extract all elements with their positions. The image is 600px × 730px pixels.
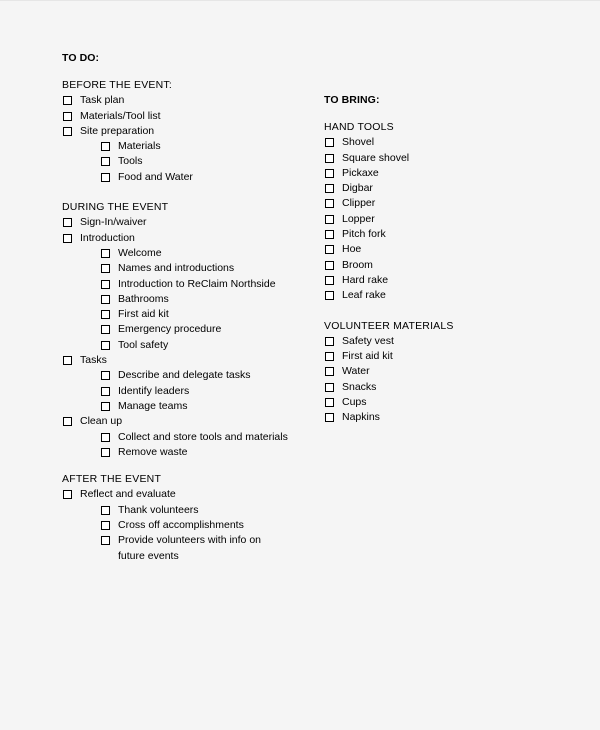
checklist-subitem[interactable]: Thank volunteers [62,503,312,518]
checklist-subitem[interactable]: Provide volunteers with info on future events [62,533,300,564]
checklist-subitem[interactable]: Welcome [62,246,312,261]
checklist-item[interactable]: Site preparation [62,124,312,139]
checkbox[interactable] [101,325,110,334]
checklist-item[interactable]: Pitch fork [324,227,564,242]
checklist-item[interactable]: Cups [324,395,564,410]
checklist-subitem[interactable]: Names and introductions [62,261,312,276]
checklist-subitem[interactable]: Food and Water [62,170,312,185]
checkbox[interactable] [63,127,72,136]
checklist-item[interactable]: Introduction [62,231,312,246]
checklist-item[interactable]: First aid kit [324,349,564,364]
checklist-item[interactable]: Digbar [324,181,564,196]
after-event-heading: AFTER THE EVENT [62,473,162,486]
checkbox[interactable] [101,142,110,151]
checklist-item[interactable]: Lopper [324,212,564,227]
checkbox[interactable] [101,433,110,442]
checkbox[interactable] [63,96,72,105]
checklist-item[interactable]: Napkins [324,410,564,425]
checklist-item[interactable]: Sign-In/waiver [62,215,312,230]
checklist-item[interactable]: Reflect and evaluate [62,487,312,502]
checkbox[interactable] [101,341,110,350]
checkbox[interactable] [325,215,334,224]
before-event-heading: BEFORE THE EVENT: [62,79,172,91]
checkbox[interactable] [325,245,334,254]
checkbox[interactable] [101,387,110,396]
checkbox[interactable] [325,199,334,208]
checklist-subitem[interactable]: Tool safety [62,338,312,353]
checkbox[interactable] [325,154,334,163]
checkbox[interactable] [325,398,334,407]
todo-title: TO DO: [62,52,100,64]
checkbox[interactable] [101,173,110,182]
checklist-subitem[interactable]: Collect and store tools and materials [62,430,312,445]
checkbox[interactable] [101,249,110,258]
checkbox[interactable] [325,261,334,270]
checklist-subitem[interactable]: Introduction to ReClaim Northside [62,277,312,292]
checklist-item[interactable]: Leaf rake [324,288,564,303]
checklist-subitem[interactable]: Remove waste [62,445,312,460]
checkbox[interactable] [101,310,110,319]
checkbox[interactable] [101,402,110,411]
todo-column [62,51,312,564]
checklist-subitem[interactable]: Emergency procedure [62,322,312,337]
checklist-item[interactable]: Pickaxe [324,166,564,181]
checklist-subitem[interactable]: Cross off accomplishments [62,518,312,533]
checklist-item[interactable]: Hard rake [324,273,564,288]
checklist-item[interactable]: Clipper [324,196,564,211]
checklist-item[interactable]: Task plan [62,93,312,108]
checklist-item[interactable]: Square shovel [324,151,564,166]
checkbox[interactable] [63,112,72,121]
checkbox[interactable] [63,490,72,499]
checklist-item[interactable]: Shovel [324,135,564,150]
checkbox[interactable] [63,356,72,365]
checkbox[interactable] [101,264,110,273]
checklist-item[interactable]: Hoe [324,242,564,257]
checkbox[interactable] [101,521,110,530]
checkbox[interactable] [325,138,334,147]
checklist-item[interactable]: Tasks [62,353,312,368]
checklist-item[interactable]: Broom [324,258,564,273]
checklist-item[interactable]: Water [324,364,564,379]
checklist-subitem[interactable]: Identify leaders [62,384,312,399]
checkbox[interactable] [325,184,334,193]
checkbox[interactable] [325,291,334,300]
checkbox[interactable] [101,448,110,457]
checklist-subitem[interactable]: Bathrooms [62,292,312,307]
checkbox[interactable] [325,276,334,285]
checklist-item[interactable]: Safety vest [324,334,564,349]
checklist-subitem[interactable]: First aid kit [62,307,312,322]
hand-tools-heading: HAND TOOLS [324,121,394,133]
checkbox[interactable] [325,337,334,346]
checkbox[interactable] [325,413,334,422]
checkbox[interactable] [63,234,72,243]
checklist-subitem[interactable]: Describe and delegate tasks [62,368,312,383]
bring-title: TO BRING: [324,94,380,106]
checkbox[interactable] [325,230,334,239]
checkbox[interactable] [101,295,110,304]
checklist-subitem[interactable]: Manage teams [62,399,312,414]
checkbox[interactable] [325,169,334,178]
checklist-item[interactable]: Materials/Tool list [62,109,312,124]
during-event-heading: DURING THE EVENT [62,201,169,214]
checkbox[interactable] [63,218,72,227]
checklist-item[interactable]: Snacks [324,380,564,395]
checkbox[interactable] [325,367,334,376]
volunteer-materials-heading: VOLUNTEER MATERIALS [324,319,454,332]
bring-column [324,93,564,426]
checkbox[interactable] [325,352,334,361]
checkbox[interactable] [101,280,110,289]
checklist-subitem[interactable]: Materials [62,139,312,154]
checkbox[interactable] [101,506,110,515]
checklist-item[interactable]: Clean up [62,414,312,429]
checkbox[interactable] [101,371,110,380]
checkbox[interactable] [101,157,110,166]
checklist-subitem[interactable]: Tools [62,154,312,169]
checkbox[interactable] [325,383,334,392]
checkbox[interactable] [63,417,72,426]
